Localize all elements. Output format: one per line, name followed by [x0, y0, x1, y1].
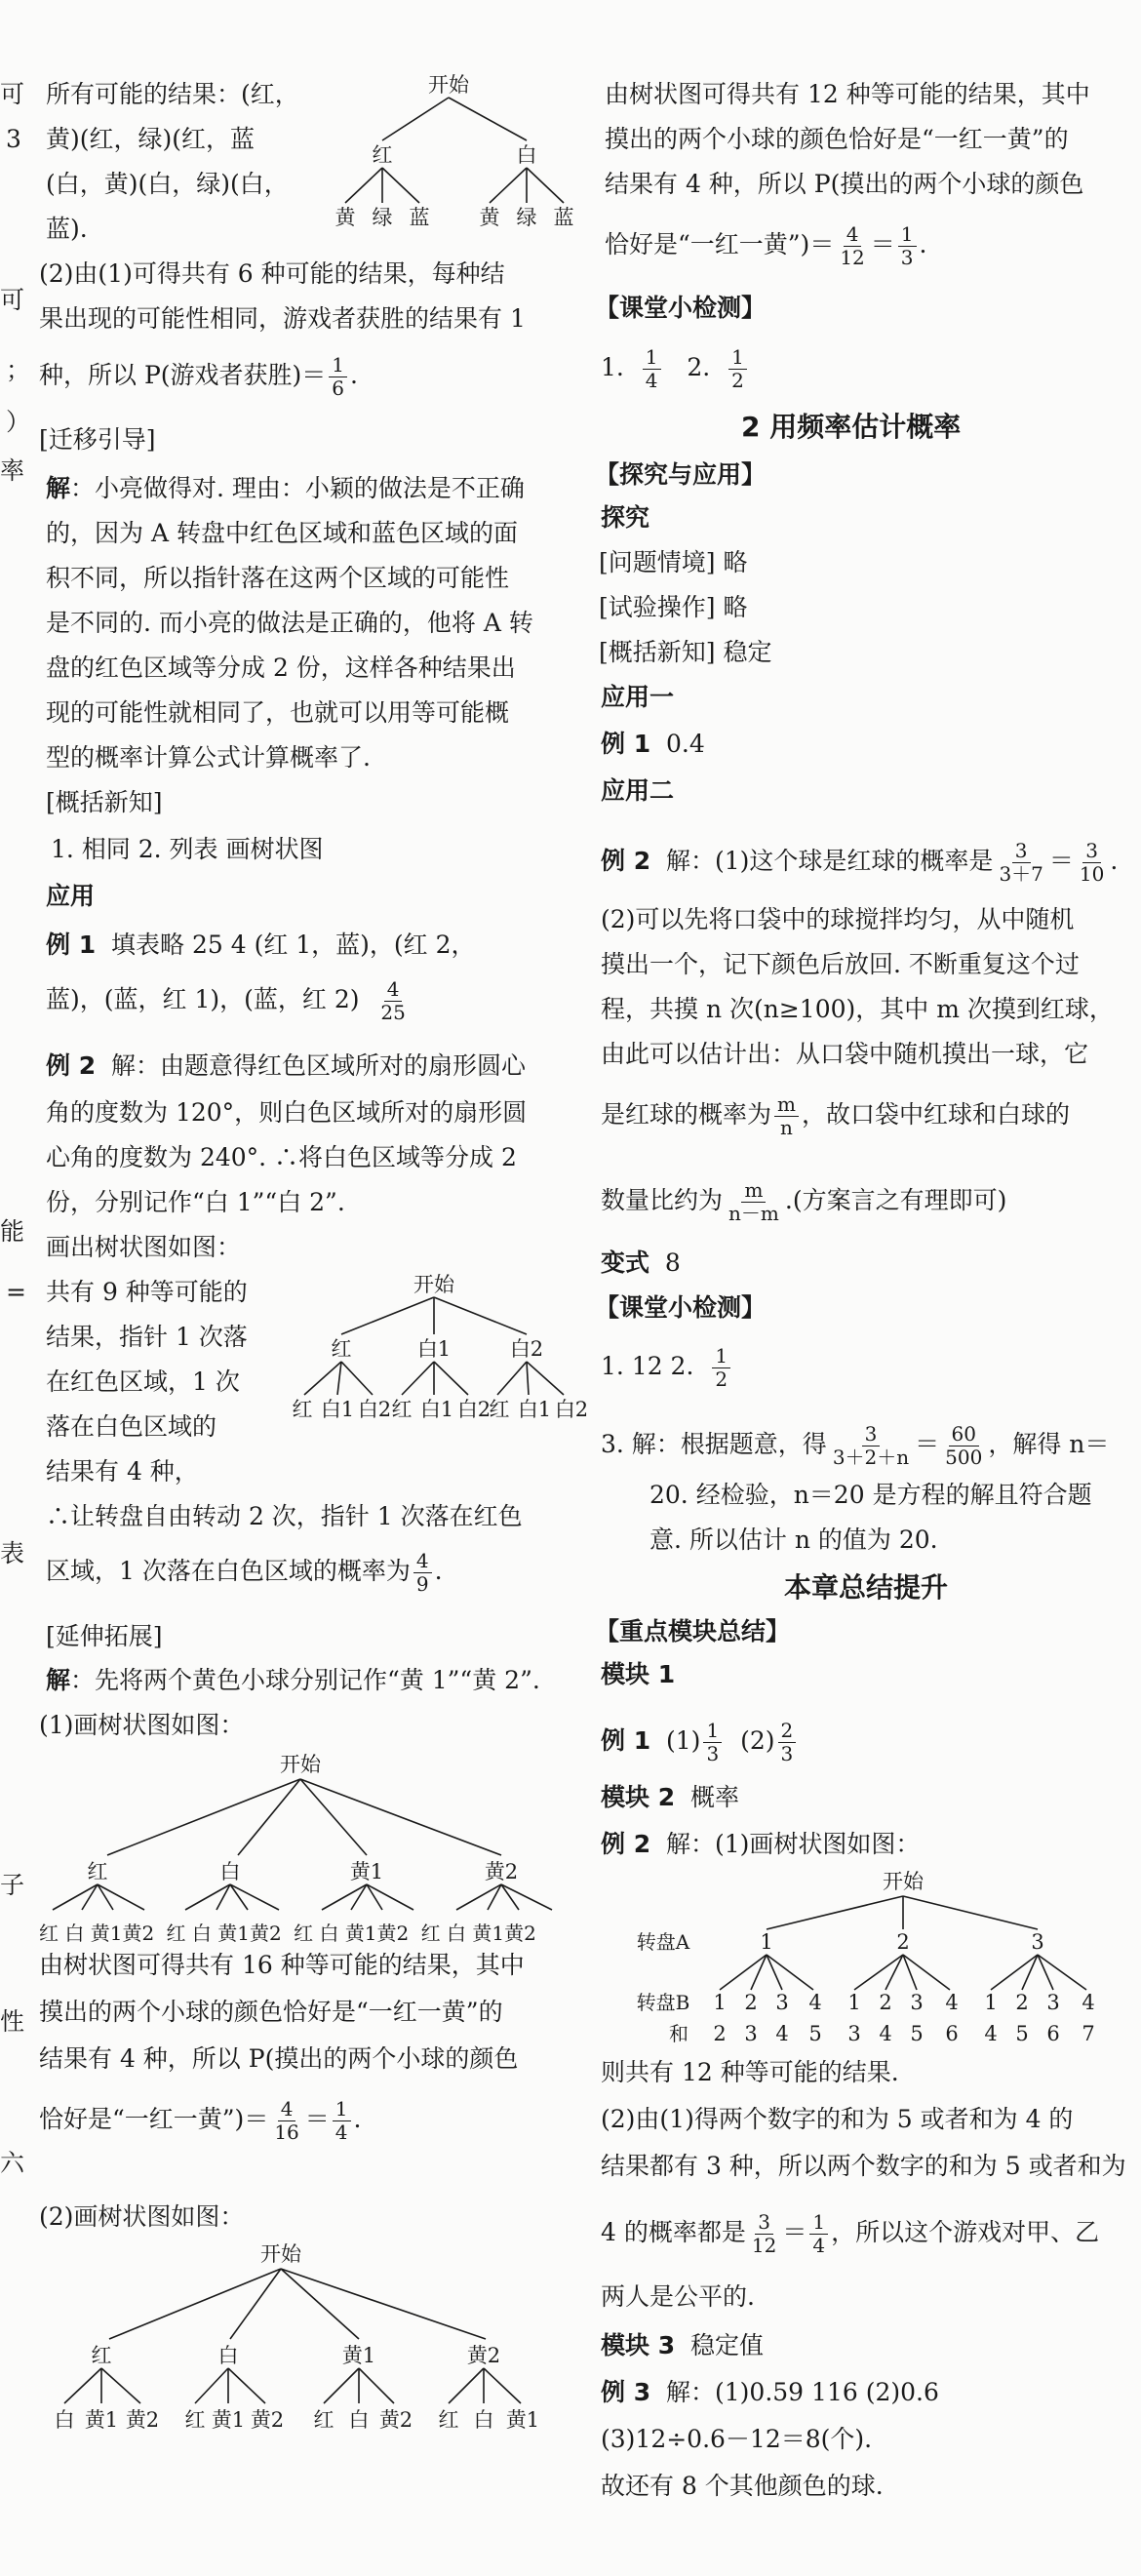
tree-leaf: 红 — [184, 2408, 206, 2432]
tree-node: 黄2 — [484, 1860, 519, 1883]
tree-root: 开始 — [413, 1273, 454, 1296]
text-line: 摸出一个，记下颜色后放回. 不断重复这个过 — [601, 950, 1080, 978]
tree-leaf: 黄2 — [378, 2408, 413, 2432]
tree-node: 黄1 — [349, 1860, 384, 1883]
tree-node: 3 — [1031, 1930, 1044, 1954]
tree-node: 1 — [760, 1930, 773, 1954]
tree-leaf: 1 — [713, 1991, 727, 2014]
heading: 应用 — [46, 882, 96, 910]
text-line: 在红色区域，1 次 — [46, 1367, 240, 1396]
text-line: 结果有 4 种，所以 P(摸出的两个小球的颜色 — [605, 170, 1084, 198]
text-line: [试验操作] 略 — [599, 593, 748, 621]
text-line: [问题情境] 略 — [599, 548, 748, 576]
chapter-section-title: 2 用频率估计概率 — [741, 411, 962, 443]
text-line: [概括新知] 稳定 — [599, 638, 772, 666]
tree-diagram-2 — [283, 1270, 589, 1436]
margin-char: ） — [6, 408, 31, 436]
text-line: 画出树状图如图： — [46, 1233, 242, 1261]
text-line: 盘的红色区域等分成 2 份，这样各种结果出 — [46, 654, 516, 682]
tree-sum: 3 — [744, 2022, 758, 2045]
tree-leaf: 白1 — [419, 1398, 454, 1421]
tree-diagram-4 — [49, 2238, 556, 2442]
section-heading: 【重点模块总结】 — [595, 1617, 791, 1645]
text-line: 蓝)，(蓝，红 1)，(蓝，红 2) $\frac{4}{25}$ — [46, 977, 406, 1024]
tree-leaf: 白 — [473, 2408, 494, 2432]
tree-sum: 6 — [945, 2022, 959, 2045]
tree-sum: 5 — [808, 2022, 822, 2045]
text-line: 模块 3 稳定值 — [601, 2331, 765, 2359]
tree-leaf: 红 — [391, 1398, 413, 1421]
tree-node: 黄2 — [466, 2344, 501, 2367]
tree-leaf: 1 — [984, 1991, 998, 2014]
tree-diagram-5 — [624, 1867, 1131, 2058]
text-line: 故还有 8 个其他颜色的球. — [601, 2472, 884, 2500]
margin-char: ； — [6, 356, 31, 384]
text-line: 程，共摸 n 次(n≥100)，其中 m 次摸到红球， — [601, 995, 1114, 1023]
tree-leaf: 蓝 — [409, 206, 430, 229]
tree-sum: 2 — [713, 2022, 727, 2045]
section-label: [延伸拓展] — [46, 1622, 163, 1650]
text-line: 种，所以 P(游戏者获胜)＝ $\frac{1}{6}$ . — [39, 353, 358, 400]
text-line: 蓝). — [46, 215, 88, 243]
text-line: 解：小亮做得对. 理由：小颖的做法是不正确 — [46, 474, 525, 502]
tree-node: 2 — [896, 1930, 910, 1954]
section-label: [迁移引导] — [39, 425, 156, 454]
tree-leaf: 白 — [54, 2408, 75, 2432]
text-line: (2)画树状图如图： — [39, 2202, 245, 2231]
tree-label: 转盘B — [636, 1991, 690, 2014]
tree-leaf: 黄2 — [125, 2408, 160, 2432]
text-line: 型的概率计算公式计算概率了. — [46, 743, 371, 772]
text-line: 由此可以估计出：从口袋中随机摸出一球，它 — [601, 1040, 1089, 1068]
text-line: 恰好是“一红一黄”)＝ $\frac{4}{16}$ ＝ $\frac{1}{4}$ . — [39, 2097, 362, 2144]
text-line: (3)12÷0.6－12＝8(个). — [601, 2425, 873, 2453]
text-line: 两人是公平的. — [601, 2282, 755, 2311]
heading: 应用二 — [601, 776, 675, 805]
text-line: 结果，指针 1 次落 — [46, 1323, 248, 1351]
chapter-summary-title: 本章总结提升 — [784, 1571, 949, 1604]
tree-leaf: 白1 — [517, 1398, 552, 1421]
margin-char: 可 — [0, 80, 25, 108]
section-heading: 【课堂小检测】 — [595, 1293, 767, 1322]
tree-leaf: 4 — [808, 1991, 822, 2014]
tree-leaf: 黄 — [479, 206, 500, 229]
text-line: 恰好是“一红一黄”)＝ $\frac{4}{12}$ ＝ $\frac{1}{3}$ . — [605, 222, 927, 269]
text-line: 份，分别记作“白 1”“白 2”. — [46, 1188, 345, 1216]
tree-leaf: 黄 — [334, 206, 356, 229]
tree-sum: 5 — [910, 2022, 924, 2045]
text-line: 意. 所以估计 n 的值为 20. — [649, 1526, 938, 1554]
text-line: 果出现的可能性相同，游戏者获胜的结果有 1 — [39, 304, 526, 333]
tree-leaf: 黄1 — [211, 2408, 246, 2432]
text-line: 角的度数为 120°，则白色区域所对的扇形圆 — [46, 1098, 528, 1127]
heading: 应用一 — [601, 683, 675, 711]
text-line: 黄)(红，绿)(红，蓝 — [46, 125, 256, 153]
text-line: 摸出的两个小球的颜色恰好是“一红一黄”的 — [605, 125, 1069, 153]
answer-line: 1. 12 2. $\frac{1}{2}$ — [601, 1346, 733, 1390]
tree-leaf: 2 — [879, 1991, 892, 2014]
text-line: 是不同的. 而小亮的做法是正确的，他将 A 转 — [46, 609, 533, 637]
text-line: 区域，1 次落在白色区域的概率为 $\frac{4}{9}$ . — [46, 1549, 443, 1596]
text-line: 例 2 解：(1)画树状图如图： — [601, 1830, 921, 1858]
text-line: 例 3 解：(1)0.59 116 (2)0.6 — [601, 2378, 939, 2406]
text-line: 例 2 解：由题意得红色区域所对的扇形圆心 — [46, 1051, 527, 1080]
margin-char: 表 — [0, 1539, 25, 1567]
text-line: ∴让转盘自由转动 2 次，指针 1 次落在红色 — [46, 1502, 523, 1530]
text-line: 3. 解：根据题意，得 $\frac{3}{3+2+n}$ ＝ $\frac{60}{500}$ ，解得 n＝ — [601, 1422, 1110, 1469]
tree-label: 转盘A — [636, 1930, 690, 1954]
tree-node: 白 — [516, 143, 537, 167]
text-line: 变式 8 — [601, 1248, 681, 1277]
tree-leaf: 3 — [910, 1991, 924, 2014]
tree-leaf: 红 — [292, 1398, 313, 1421]
text-line: 共有 9 种等可能的 — [46, 1278, 248, 1306]
margin-char: 性 — [0, 2007, 25, 2036]
tree-leaf: 白2 — [357, 1398, 392, 1421]
tree-leaf: 黄1 — [84, 2408, 119, 2432]
text-line: 数量比约为 $\frac{m}{n-m}$ .(方案言之有理即可) — [601, 1178, 1007, 1225]
text-line: (2)由(1)可得共有 6 种可能的结果，每种结 — [39, 259, 505, 288]
text-line: 结果有 4 种， — [46, 1457, 199, 1486]
text-line: 模块 2 概率 — [601, 1783, 740, 1811]
tree-leaf: 绿 — [372, 206, 393, 229]
text-line: 结果有 4 种，所以 P(摸出的两个小球的颜色 — [39, 2044, 519, 2073]
margin-char: 子 — [0, 1871, 25, 1899]
tree-root: 开始 — [883, 1870, 924, 1893]
tree-leaf: 4 — [1082, 1991, 1095, 2014]
text-line: 1. 相同 2. 列表 画树状图 — [51, 835, 324, 863]
tree-diagram-1 — [322, 68, 575, 234]
text-line: 摸出的两个小球的颜色恰好是“一红一黄”的 — [39, 1998, 503, 2026]
text-line: 4 的概率都是 $\frac{3}{12}$ ＝ $\frac{1}{4}$ ，所以这个游戏对甲、乙 — [601, 2210, 1100, 2257]
tree-leaf: 白2 — [456, 1398, 492, 1421]
answer-line: 1. $\frac{1}{4}$ 2. $\frac{1}{2}$ — [601, 347, 750, 391]
text-line: 是红球的概率为 $\frac{m}{n}$ ，故口袋中红球和白球的 — [601, 1092, 1070, 1139]
heading: 模块 1 — [601, 1660, 676, 1688]
margin-char: 能 — [0, 1217, 25, 1246]
margin-char: 率 — [0, 456, 25, 485]
tree-sum: 7 — [1082, 2022, 1095, 2045]
margin-char: 可 — [0, 286, 25, 314]
tree-leaf: 3 — [775, 1991, 789, 2014]
text-line: 落在白色区域的 — [46, 1412, 217, 1441]
text-line: (白，黄)(白，绿)(白， — [46, 170, 289, 198]
text-line: 例 1 (1) $\frac{1}{3}$ (2) $\frac{2}{3}$ — [601, 1721, 799, 1764]
tree-leaf: 黄2 — [250, 2408, 285, 2432]
tree-root: 开始 — [260, 2242, 301, 2266]
tree-leaf: 4 — [945, 1991, 959, 2014]
tree-sum: 4 — [879, 2022, 892, 2045]
tree-node: 白2 — [509, 1337, 544, 1361]
tree-sum: 4 — [775, 2022, 789, 2045]
tree-leaf: 黄1 — [505, 2408, 540, 2432]
tree-node: 红 — [331, 1337, 352, 1361]
tree-label: 和 — [669, 2022, 689, 2045]
tree-leaf: 白2 — [554, 1398, 589, 1421]
tree-leaf: 2 — [1015, 1991, 1029, 2014]
tree-sum: 6 — [1046, 2022, 1060, 2045]
tree-leaf: 红 — [313, 2408, 334, 2432]
tree-leaf: 1 — [847, 1991, 861, 2014]
tree-node: 白1 — [416, 1337, 452, 1361]
text-line: 例 1 填表略 25 4 (红 1，蓝)，(红 2， — [46, 931, 476, 959]
text-line: 的，因为 A 转盘中红色区域和蓝色区域的面 — [46, 519, 518, 547]
tree-leaf: 蓝 — [553, 206, 574, 229]
tree-diagram-3 — [39, 1748, 585, 1923]
tree-leaf: 白1 — [320, 1398, 355, 1421]
text-line: (2)由(1)得两个数字的和为 5 或者和为 4 的 — [601, 2105, 1074, 2133]
section-label: [概括新知] — [46, 788, 163, 816]
tree-leaf: 绿 — [516, 206, 537, 229]
tree-node: 白 — [217, 2344, 239, 2367]
margin-char: = — [6, 1278, 26, 1306]
text-line: 由树状图可得共有 16 种等可能的结果，其中 — [39, 1951, 525, 1979]
tree-leaf: 2 — [744, 1991, 758, 2014]
margin-char: 六 — [0, 2149, 25, 2177]
tree-sum: 4 — [984, 2022, 998, 2045]
tree-node: 红 — [91, 2344, 112, 2367]
tree-leaf: 红 — [438, 2408, 459, 2432]
text-line: 例 2 解：(1)这个球是红球的概率是 $\frac{3}{3+7}$ ＝ $\frac{3}{10}$ . — [601, 839, 1119, 886]
text-line: 20. 经检验，n＝20 是方程的解且符合题 — [649, 1481, 1092, 1509]
tree-node: 红 — [87, 1860, 108, 1883]
text-line: 解：先将两个黄色小球分别记作“黄 1”“黄 2”. — [46, 1666, 540, 1694]
tree-node: 白 — [219, 1860, 241, 1883]
text-line: 由树状图可得共有 12 种等可能的结果，其中 — [605, 80, 1090, 108]
text-line: 则共有 12 种等可能的结果. — [601, 2058, 899, 2086]
text-line: 现的可能性就相同了，也就可以用等可能概 — [46, 698, 510, 727]
text-line: 所有可能的结果：(红， — [46, 80, 299, 108]
text-line: (1)画树状图如图： — [39, 1711, 245, 1739]
tree-leaf: 3 — [1046, 1991, 1060, 2014]
tree-sum: 5 — [1015, 2022, 1029, 2045]
tree-node: 红 — [372, 143, 393, 167]
margin-char: 3 — [6, 125, 21, 153]
tree-leaf: 红 — [489, 1398, 510, 1421]
tree-leaf: 白 — [348, 2408, 370, 2432]
text-line: 心角的度数为 240°. ∴将白色区域等分成 2 — [46, 1143, 517, 1171]
tree-root: 开始 — [280, 1753, 321, 1776]
tree-3-leaves: 红 白 黄1黄2 红 白 黄1黄2 红 白 黄1黄2 红 白 黄1黄2 — [39, 1922, 536, 1945]
text-line: (2)可以先将口袋中的球搅拌均匀，从中随机 — [601, 905, 1075, 933]
text-line: 结果都有 3 种，所以两个数字的和为 5 或者和为 — [601, 2152, 1126, 2180]
text-line: 例 1 0.4 — [601, 730, 705, 758]
text-line: 积不同，所以指针落在这两个区域的可能性 — [46, 564, 510, 592]
tree-sum: 3 — [847, 2022, 861, 2045]
section-heading: 【探究与应用】 — [595, 460, 767, 489]
tree-root: 开始 — [428, 73, 469, 97]
heading: 探究 — [601, 503, 650, 532]
section-heading: 【课堂小检测】 — [595, 294, 767, 322]
tree-node: 黄1 — [341, 2344, 376, 2367]
